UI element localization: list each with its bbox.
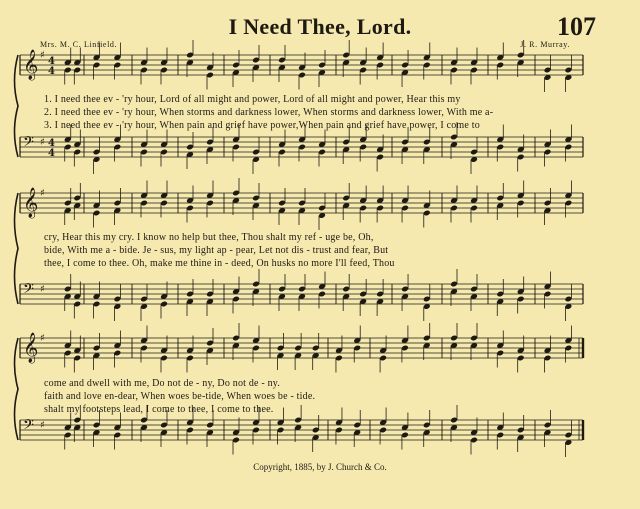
- lyric-line: 1. I need thee ev - 'ry hour, Lord of all might and power, Lord of all might and power, Hear this my: [44, 94, 461, 105]
- music-credit: J. R. Murray.: [520, 40, 570, 49]
- system-brace: [15, 55, 19, 157]
- words-credit: Mrs. M. C. Linfield.: [40, 40, 118, 49]
- lyric-line: cry, Hear this my cry. I know no help but thee, Thou shalt my ref - uge be, Oh,: [44, 232, 374, 243]
- time-signature: 4: [48, 56, 55, 67]
- hymn-number: 107: [557, 12, 596, 41]
- bass-clef: 𝄢: [23, 417, 34, 437]
- time-signature: 4: [48, 138, 55, 149]
- treble-clef: 𝄞: [23, 333, 39, 363]
- system-brace: [15, 193, 19, 304]
- lyric-line: 2. I need thee ev - 'ry hour, When storms and darkness lower, When storms and darkness lower, With me a-: [44, 107, 494, 118]
- key-signature-sharp: ♯: [40, 50, 45, 61]
- time-signature: 4: [48, 66, 55, 77]
- system-brace: [15, 338, 19, 440]
- key-signature-sharp: ♯: [40, 420, 45, 431]
- treble-clef: 𝄞: [23, 188, 39, 218]
- bass-clef: 𝄢: [23, 281, 34, 301]
- lyric-line: thee, I come to thee. Oh, make me thine in - deed, On husks no more I'll feed, Thou: [44, 258, 395, 269]
- bass-clef: 𝄢: [23, 134, 34, 154]
- lyric-line: bide, With me a - bide. Je - sus, my light ap - pear, Let not dis - trust and fear, But: [44, 245, 389, 256]
- lyric-line: 3. I need thee ev - 'ry hour, When pain and grief have power,When pain and grief have power, I come to: [44, 120, 480, 131]
- time-signature: 4: [48, 148, 55, 159]
- treble-clef: 𝄞: [23, 50, 39, 80]
- hymn-title: I Need Thee, Lord.: [228, 14, 412, 39]
- copyright-notice: Copyright, 1885, by J. Church & Co.: [253, 462, 387, 472]
- lyric-line: faith and love en-dear, When woes be-tide, When woes be - tide.: [44, 391, 316, 402]
- key-signature-sharp: ♯: [40, 188, 45, 199]
- key-signature-sharp: ♯: [40, 137, 45, 148]
- key-signature-sharp: ♯: [40, 333, 45, 344]
- key-signature-sharp: ♯: [40, 284, 45, 295]
- lyric-line: shalt my footsteps lead, I come to thee, I come to thee.: [44, 404, 274, 415]
- lyric-line: come and dwell with me, Do not de - ny, Do not de - ny.: [44, 378, 281, 389]
